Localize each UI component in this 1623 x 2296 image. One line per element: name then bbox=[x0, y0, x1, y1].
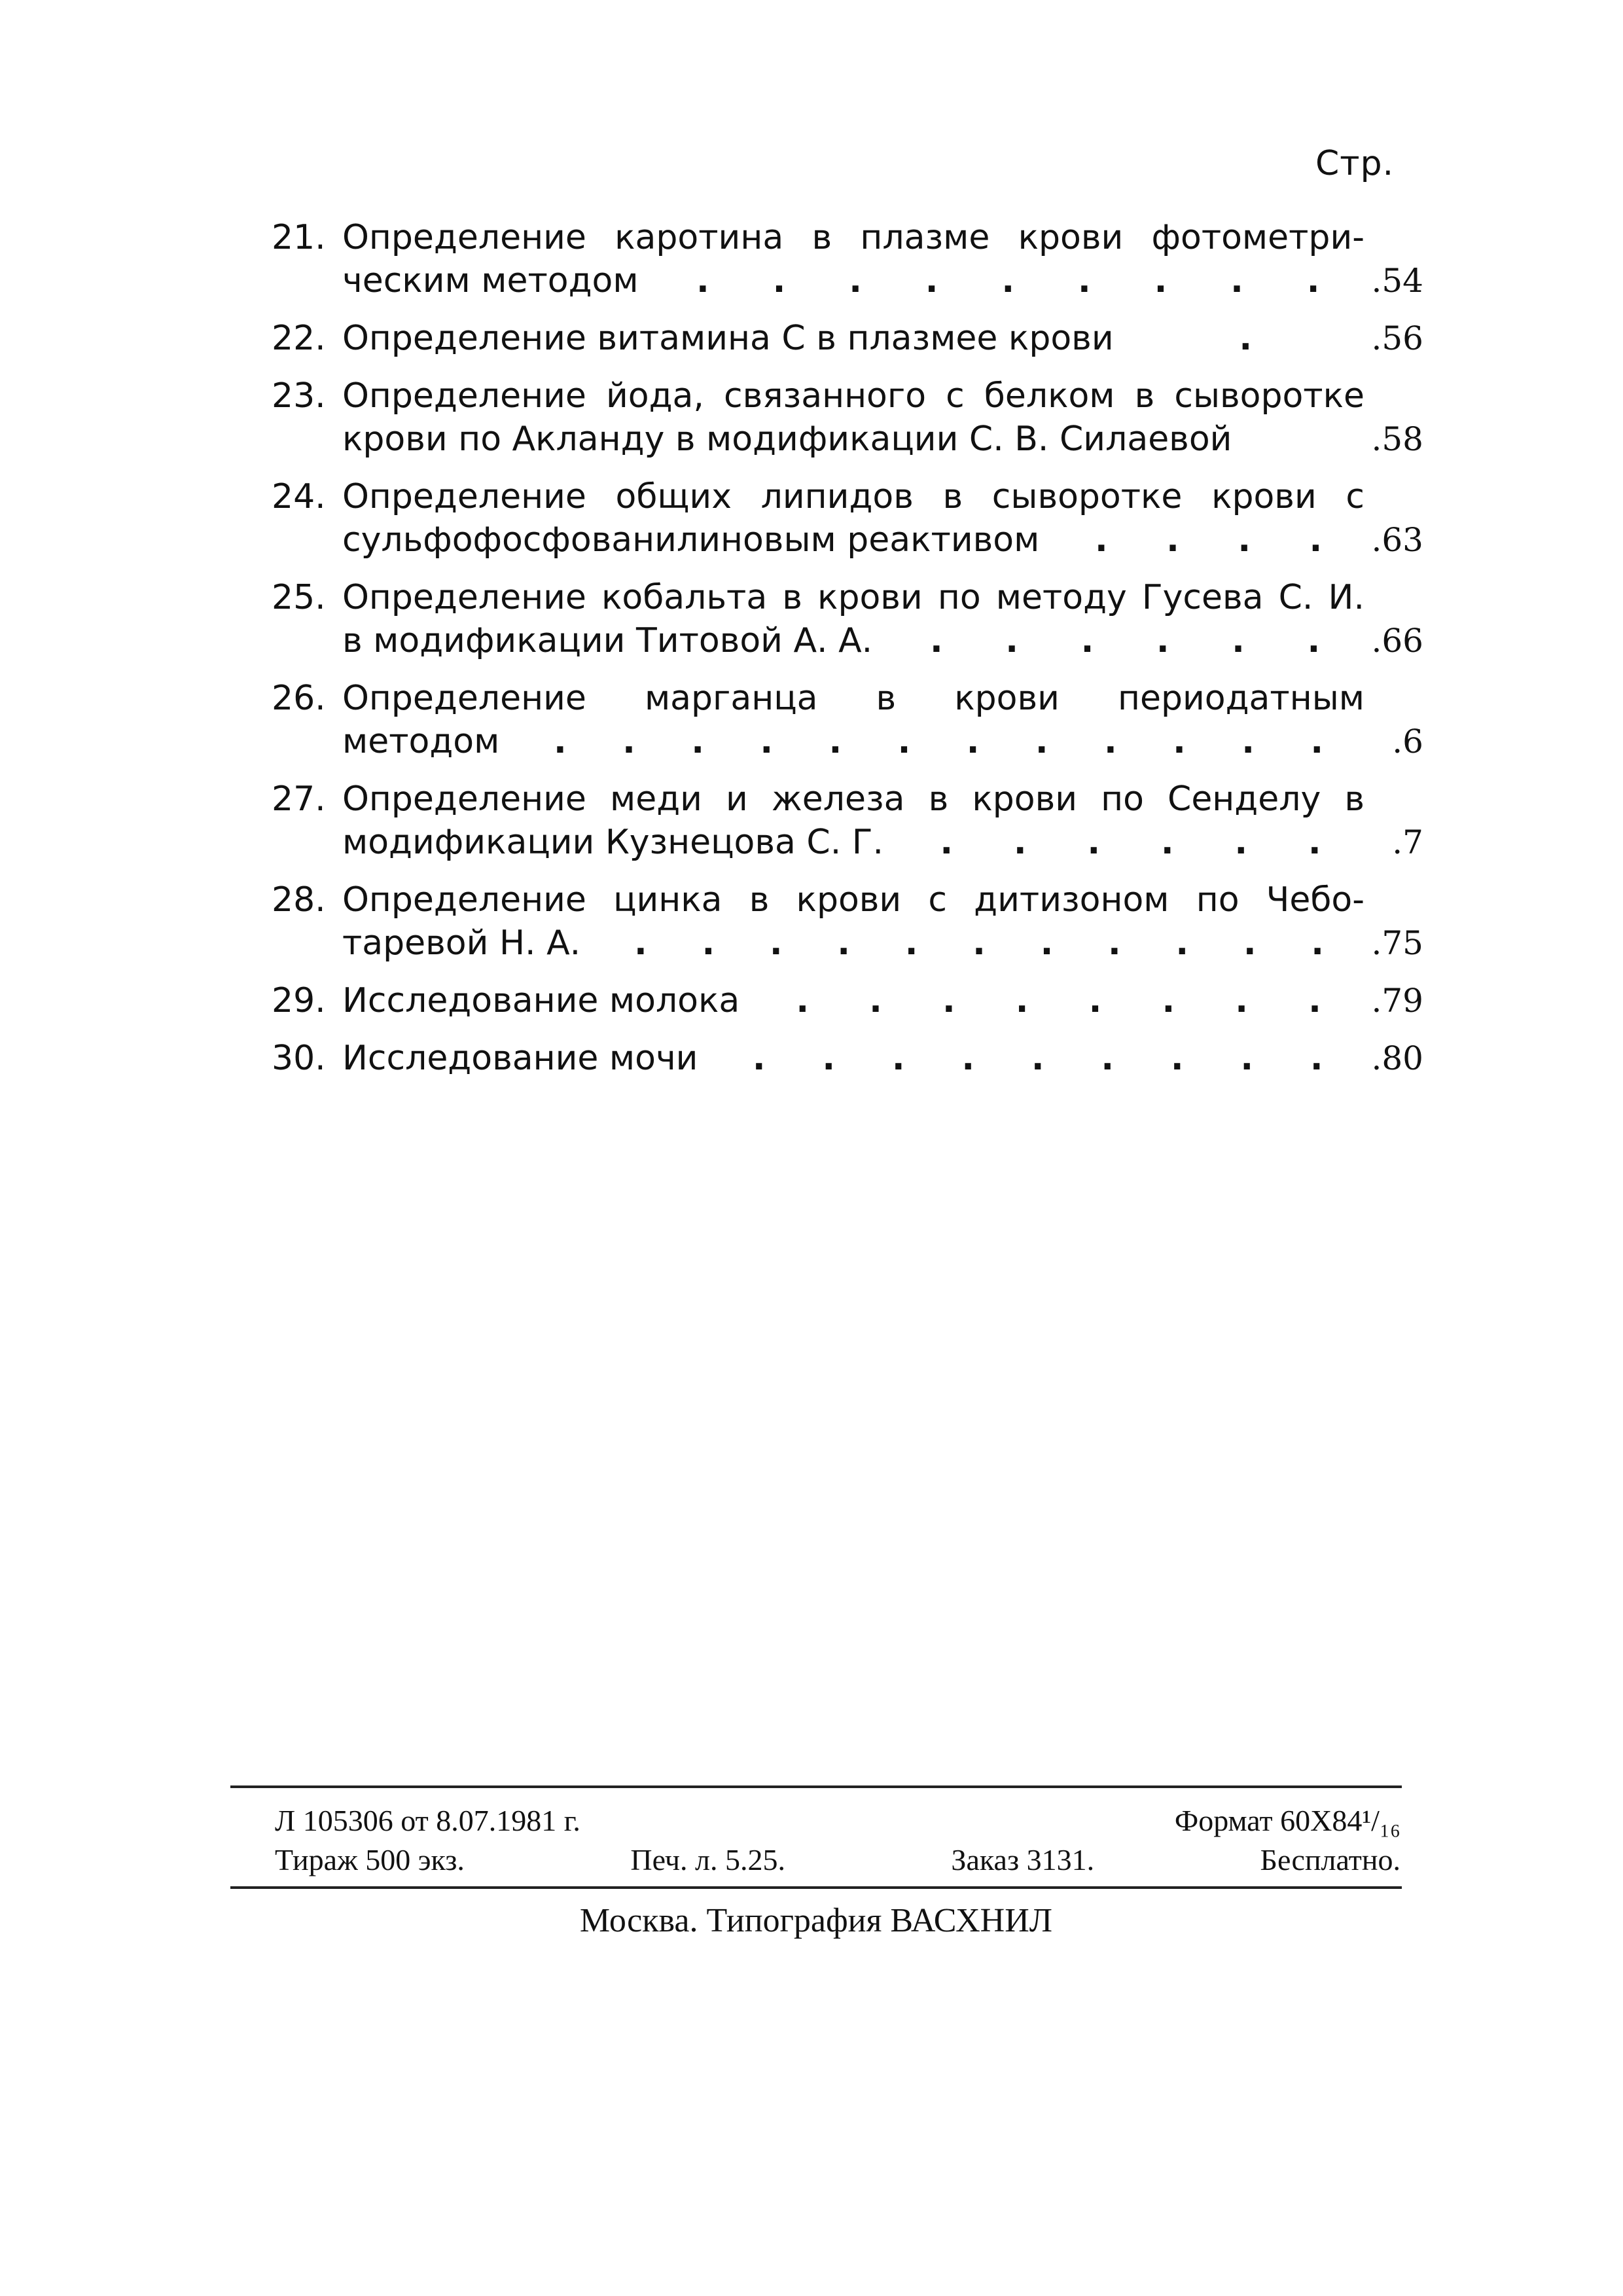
leader-dot: . bbox=[796, 981, 810, 1020]
toc-entry-title bbox=[342, 677, 1423, 763]
page-column-label: Стр. bbox=[1315, 144, 1395, 183]
toc-entry-number: 29. bbox=[272, 981, 326, 1020]
toc-entry-title bbox=[342, 878, 1423, 965]
leader-dot: . bbox=[554, 722, 567, 761]
toc-entry-title bbox=[342, 1037, 1423, 1080]
leader-dot: . bbox=[1156, 621, 1169, 660]
toc-entry-title bbox=[342, 317, 1423, 360]
leader-dot: . bbox=[772, 261, 786, 300]
leader-dot: . bbox=[829, 722, 842, 761]
toc-entry bbox=[272, 317, 1423, 360]
price: Бесплатно. bbox=[1260, 1843, 1400, 1876]
toc-entry-title-line: Определение общих липидов в сыворотке крови с bbox=[342, 477, 1364, 516]
toc-entry bbox=[272, 475, 1423, 562]
toc-entry-last-line bbox=[342, 317, 1364, 360]
toc-entry-last-line bbox=[342, 418, 1364, 461]
toc-entry-number: 21. bbox=[272, 218, 326, 257]
leader-dot: . bbox=[1080, 621, 1094, 660]
leader-dot: . bbox=[1077, 261, 1091, 300]
dot-leader bbox=[639, 259, 1364, 302]
toc-page-number: .56 bbox=[1371, 319, 1423, 357]
leader-dot: . bbox=[1162, 981, 1175, 1020]
toc-entry bbox=[272, 778, 1423, 864]
toc-entry-title-line: Исследование молока bbox=[342, 981, 740, 1020]
leader-dot: . bbox=[1232, 621, 1245, 660]
leader-dot: . bbox=[869, 981, 882, 1020]
toc-entry-title-line: Определение кобальта в крови по методу Гусева С. И. bbox=[342, 578, 1364, 617]
leader-dot: . bbox=[1234, 823, 1248, 862]
toc-entry-title-line: модификации Кузнецова С. Г. bbox=[342, 823, 884, 862]
leader-dot: . bbox=[1040, 924, 1054, 963]
toc-entry-title bbox=[342, 778, 1423, 864]
leader-dot: . bbox=[696, 261, 709, 300]
toc-entry-number: 26. bbox=[272, 679, 326, 718]
leader-dot: . bbox=[1235, 981, 1249, 1020]
leader-dot: . bbox=[1001, 261, 1015, 300]
leader-dot: . bbox=[1154, 261, 1168, 300]
leader-dot: . bbox=[1310, 1039, 1323, 1078]
leader-dot: . bbox=[1240, 1039, 1254, 1078]
leader-dot: . bbox=[1101, 1039, 1115, 1078]
leader-dot: . bbox=[769, 924, 783, 963]
toc-entry-title-line: Определение марганца в крови периодатным bbox=[342, 679, 1364, 718]
toc-entry-title-line: Определение цинка в крови с дитизоном по Чебо- bbox=[342, 880, 1364, 920]
leader-dot: . bbox=[1309, 520, 1323, 560]
leader-dot: . bbox=[822, 1039, 836, 1078]
toc-entry-title-line: ческим методом bbox=[342, 261, 639, 300]
leader-dot: . bbox=[1243, 924, 1257, 963]
dot-leader bbox=[740, 979, 1364, 1022]
toc-entry-title-line: в модификации Титовой А. А. bbox=[342, 621, 873, 660]
toc-entry-last-line bbox=[342, 619, 1364, 662]
leader-dot: . bbox=[897, 722, 911, 761]
toc-entry-last-line bbox=[342, 259, 1364, 302]
leader-dot: . bbox=[1170, 1039, 1184, 1078]
toc-entry-title-line: методом bbox=[342, 722, 500, 761]
leader-dot: . bbox=[1230, 261, 1243, 300]
toc-page-number: .63 bbox=[1371, 521, 1423, 559]
leader-dot: . bbox=[1095, 520, 1108, 560]
leader-dot: . bbox=[1306, 261, 1320, 300]
dot-leader bbox=[580, 922, 1364, 965]
toc-page-number: .66 bbox=[1371, 622, 1423, 660]
paper-format: Формат 60Х84¹/₁₆ bbox=[1174, 1804, 1400, 1837]
leader-dot: . bbox=[1107, 924, 1121, 963]
leader-dot: . bbox=[760, 722, 774, 761]
leader-dot: . bbox=[752, 1039, 766, 1078]
leader-dot: . bbox=[1308, 981, 1321, 1020]
leader-dot: . bbox=[1238, 520, 1251, 560]
leader-dot: . bbox=[1015, 981, 1029, 1020]
toc-page-number: .54 bbox=[1371, 262, 1423, 300]
dot-leader bbox=[1039, 518, 1364, 562]
leader-dot: . bbox=[1035, 722, 1048, 761]
toc-entry bbox=[272, 979, 1423, 1022]
toc-entry-number: 24. bbox=[272, 477, 326, 516]
imprint-bottom-rule bbox=[230, 1886, 1402, 1889]
toc-entry-title-line: таревой Н. А. bbox=[342, 924, 581, 963]
toc-entry-number: 22. bbox=[272, 319, 326, 358]
order-number: Заказ 3131. bbox=[951, 1843, 1095, 1876]
leader-dot: . bbox=[1031, 1039, 1044, 1078]
leader-dot: . bbox=[972, 924, 986, 963]
toc-entry bbox=[272, 1037, 1423, 1080]
toc-entry-last-line bbox=[342, 922, 1364, 965]
leader-dot: . bbox=[925, 261, 938, 300]
toc-page-number: .6 bbox=[1392, 723, 1423, 761]
toc-entry-last-line bbox=[342, 821, 1364, 864]
toc-entry-last-line bbox=[342, 979, 1364, 1022]
toc-entry-title-line: Исследование мочи bbox=[342, 1039, 698, 1078]
toc-entry-title-line: сульфофосфованилиновым реактивом bbox=[342, 520, 1040, 560]
leader-dot: . bbox=[904, 924, 918, 963]
leader-dot: . bbox=[891, 1039, 905, 1078]
leader-dot: . bbox=[940, 823, 954, 862]
dot-leader bbox=[499, 720, 1364, 763]
toc-entry-number: 23. bbox=[272, 376, 326, 416]
toc-entry-title bbox=[342, 576, 1423, 662]
toc-entry-title bbox=[342, 374, 1423, 461]
license-number: Л 105306 от 8.07.1981 г. bbox=[275, 1804, 580, 1837]
toc-entry-title-line: Определение каротина в плазме крови фотометри- bbox=[342, 218, 1364, 257]
toc-page-number: .75 bbox=[1371, 924, 1423, 962]
leader-dot: . bbox=[691, 722, 705, 761]
leader-dot: . bbox=[1239, 319, 1253, 358]
publisher-line: Москва. Типография ВАСХНИЛ bbox=[579, 1902, 1053, 1939]
leader-dot: . bbox=[622, 722, 635, 761]
toc-entry bbox=[272, 878, 1423, 965]
leader-dot: . bbox=[849, 261, 862, 300]
toc-entry-number: 25. bbox=[272, 578, 326, 617]
dot-leader bbox=[1114, 317, 1364, 360]
leader-dot: . bbox=[1160, 823, 1174, 862]
leader-dot: . bbox=[1166, 520, 1179, 560]
toc-entry-number: 28. bbox=[272, 880, 326, 920]
printed-sheets: Печ. л. 5.25. bbox=[630, 1843, 785, 1876]
leader-dot: . bbox=[1087, 823, 1101, 862]
imprint-top-rule bbox=[230, 1785, 1402, 1788]
leader-dot: . bbox=[1175, 924, 1189, 963]
print-run: Тираж 500 экз. bbox=[275, 1843, 465, 1876]
leader-dot: . bbox=[966, 722, 980, 761]
toc-page-number: .80 bbox=[1371, 1039, 1423, 1077]
dot-leader bbox=[698, 1037, 1364, 1080]
toc-entry-number: 30. bbox=[272, 1039, 326, 1078]
leader-dot: . bbox=[929, 621, 943, 660]
imprint-block bbox=[275, 1801, 1400, 1880]
toc-entry-title bbox=[342, 475, 1423, 562]
toc-entry-title-line: Определение витамина С в плазмее крови bbox=[342, 319, 1114, 358]
toc-entry-title bbox=[342, 216, 1423, 302]
toc-entry-last-line bbox=[342, 720, 1364, 763]
leader-dot: . bbox=[1013, 823, 1027, 862]
leader-dot: . bbox=[961, 1039, 975, 1078]
table-of-contents bbox=[272, 216, 1423, 1094]
leader-dot: . bbox=[1307, 621, 1321, 660]
toc-entry-title-line: Определение меди и железа в крови по Сенделу в bbox=[342, 780, 1364, 819]
leader-dot: . bbox=[1104, 722, 1117, 761]
toc-page-number: .7 bbox=[1392, 823, 1423, 861]
toc-entry-title bbox=[342, 979, 1423, 1022]
leader-dot: . bbox=[1308, 823, 1321, 862]
leader-dot: . bbox=[1173, 722, 1186, 761]
leader-dot: . bbox=[634, 924, 647, 963]
toc-entry bbox=[272, 216, 1423, 302]
toc-entry bbox=[272, 374, 1423, 461]
leader-dot: . bbox=[942, 981, 955, 1020]
imprint-row-1 bbox=[275, 1801, 1400, 1840]
leader-dot: . bbox=[702, 924, 715, 963]
leader-dot: . bbox=[1241, 722, 1255, 761]
toc-entry-title-line: Определение йода, связанного с белком в сыворотке bbox=[342, 376, 1364, 416]
leader-dot: . bbox=[1310, 722, 1324, 761]
leader-dot: . bbox=[1311, 924, 1325, 963]
toc-page-number: .58 bbox=[1371, 420, 1423, 458]
dot-leader bbox=[872, 619, 1364, 662]
toc-entry-number: 27. bbox=[272, 780, 326, 819]
dot-leader bbox=[883, 821, 1364, 864]
toc-entry bbox=[272, 576, 1423, 662]
leader-dot: . bbox=[837, 924, 851, 963]
toc-page-number: .79 bbox=[1371, 982, 1423, 1020]
toc-entry-title-line: крови по Акланду в модификации С. В. Силаевой bbox=[342, 420, 1232, 459]
leader-dot: . bbox=[1005, 621, 1019, 660]
toc-entry-last-line bbox=[342, 1037, 1364, 1080]
toc-entry bbox=[272, 677, 1423, 763]
imprint-row-2 bbox=[275, 1840, 1400, 1880]
toc-entry-last-line bbox=[342, 518, 1364, 562]
leader-dot: . bbox=[1088, 981, 1102, 1020]
